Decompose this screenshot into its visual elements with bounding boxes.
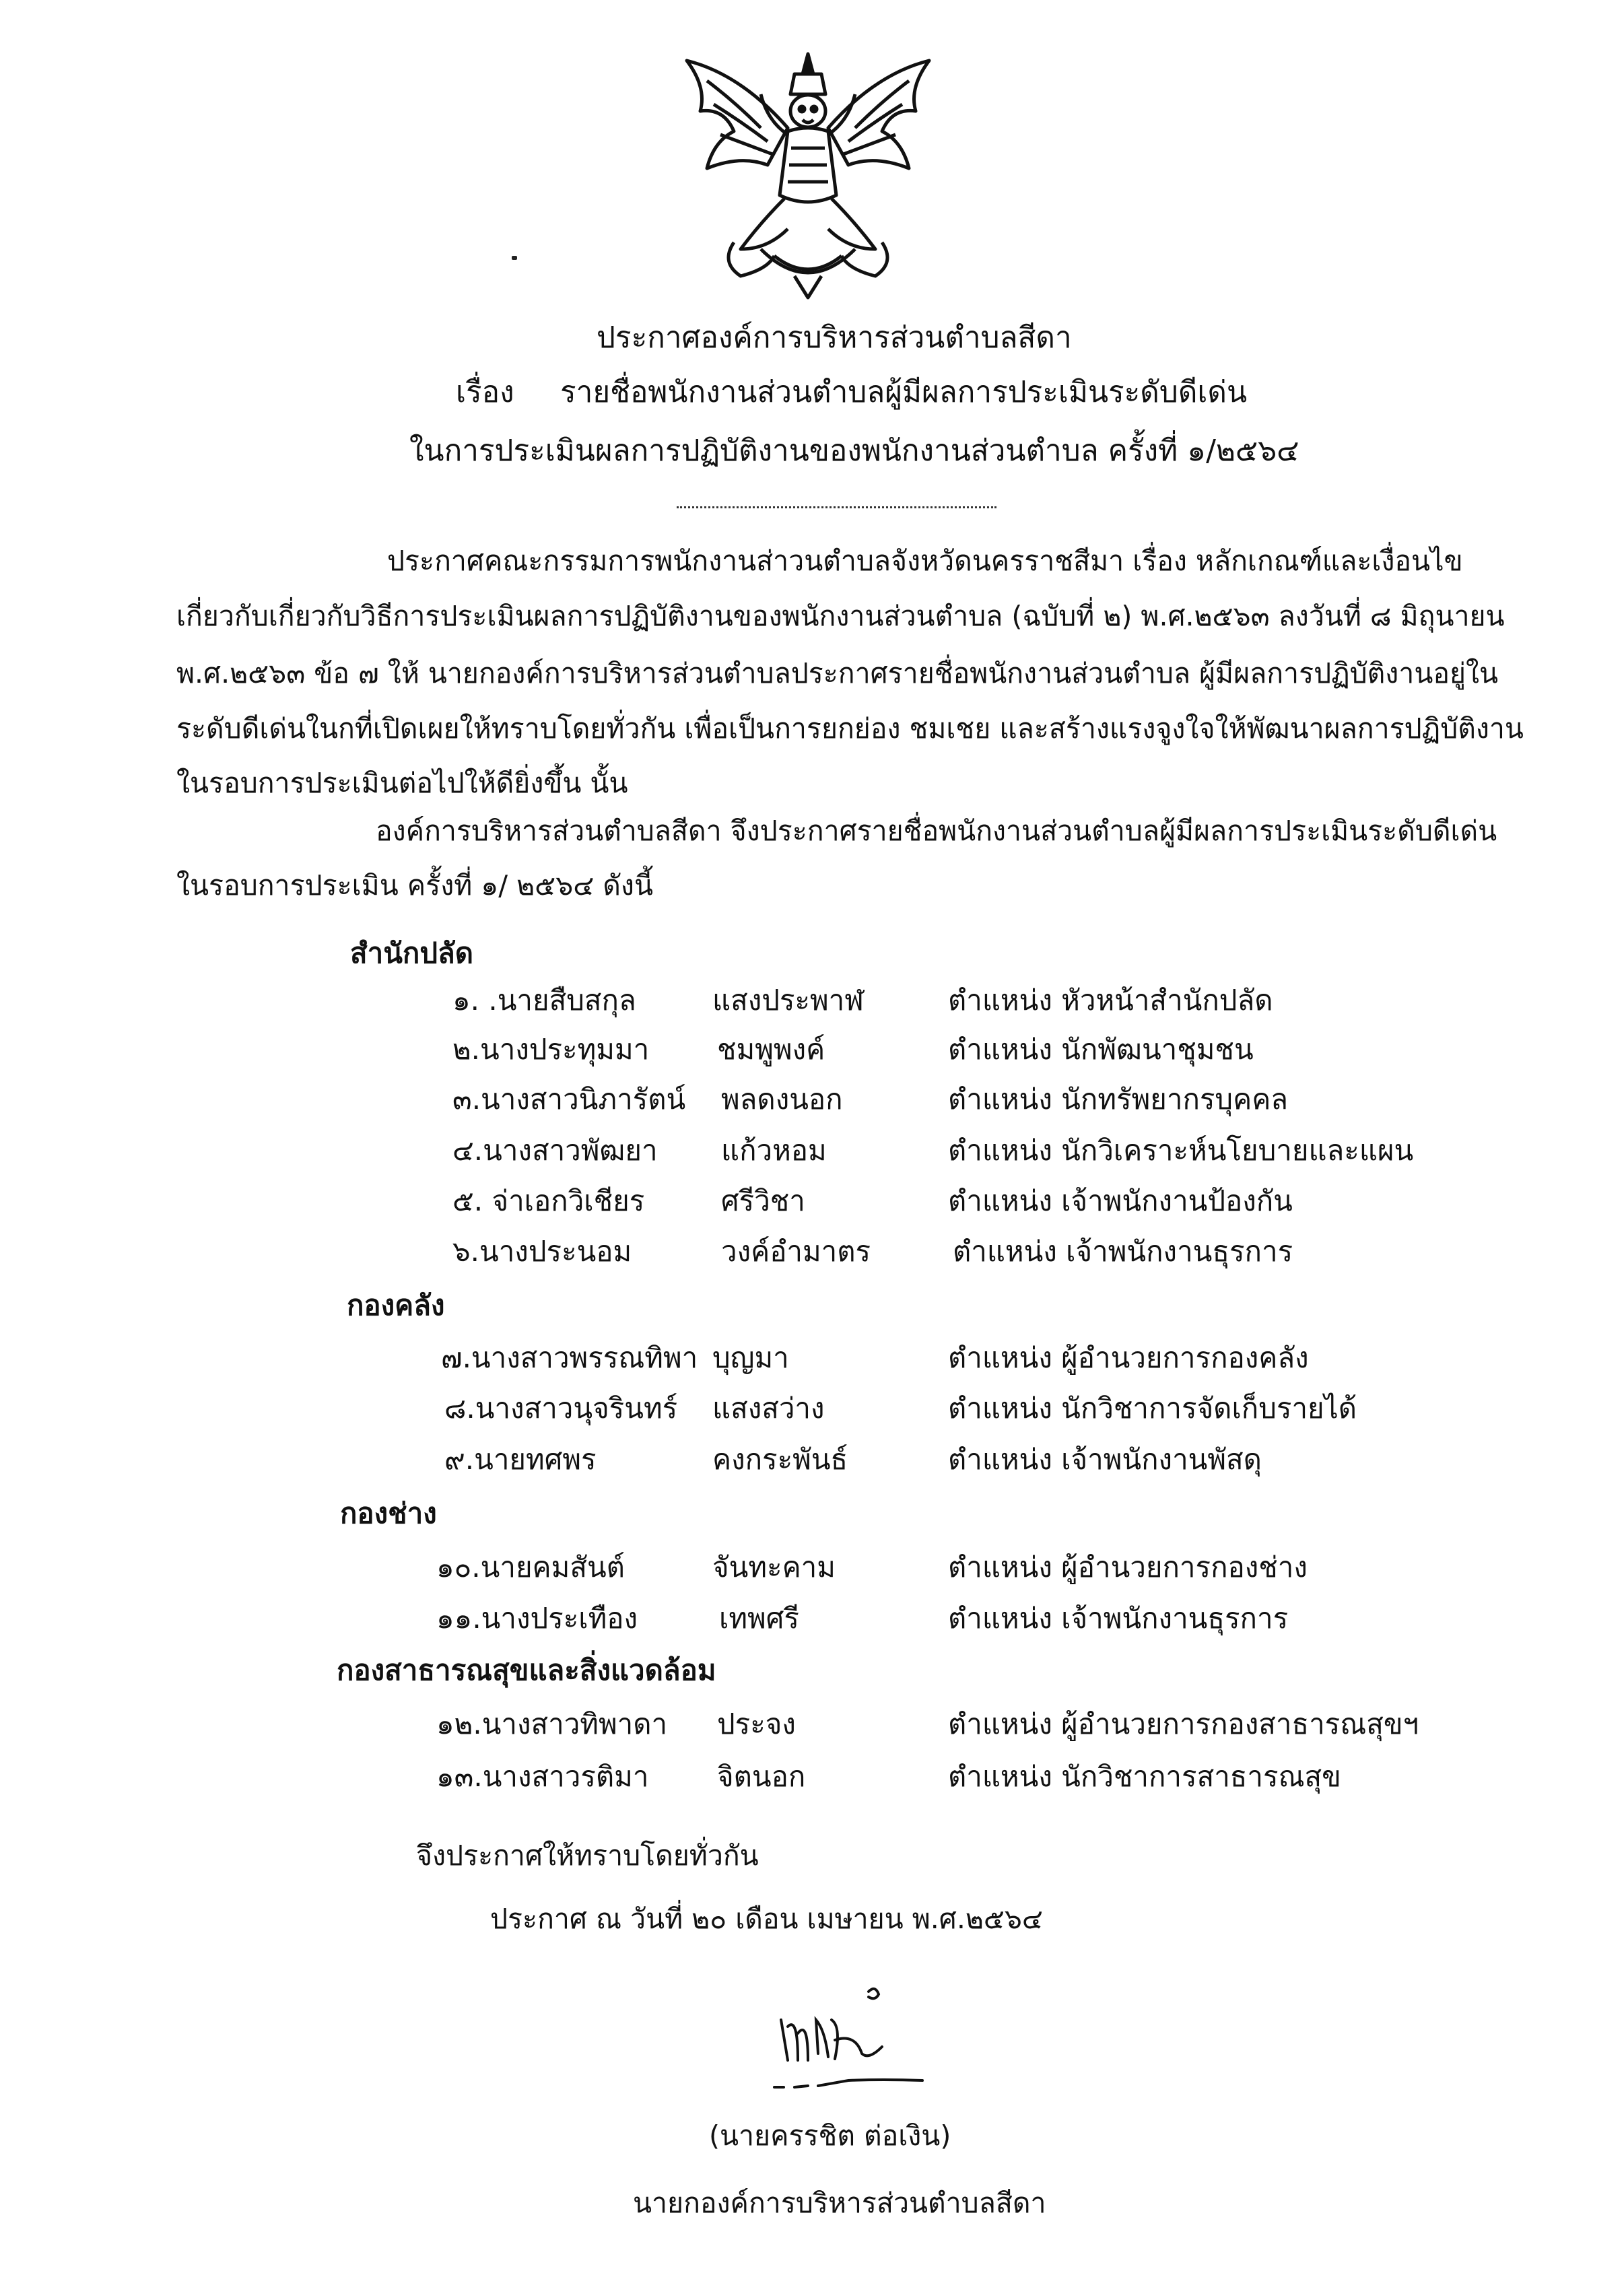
staff-surname: เทพศรี xyxy=(719,1602,799,1635)
staff-position: ตำแหน่ง เจ้าพนักงานธุรการ xyxy=(953,1235,1293,1268)
staff-position: ตำแหน่ง เจ้าพนักงานธุรการ xyxy=(948,1602,1289,1635)
staff-position: ตำแหน่ง เจ้าพนักงานพัสดุ xyxy=(948,1443,1262,1476)
section-title: สำนักปลัด xyxy=(350,937,474,970)
staff-surname: แสงสว่าง xyxy=(712,1392,825,1425)
staff-name: ๓.นางสาวนิภารัตน์ xyxy=(452,1083,686,1116)
staff-surname: ประจง xyxy=(717,1707,796,1740)
issuer-title: ประกาศองค์การบริหารส่วนตำบลสีดา xyxy=(597,320,1072,355)
staff-surname: แก้วหอม xyxy=(721,1134,827,1167)
staff-name: ๑. .นายสืบสกุล xyxy=(452,984,636,1017)
staff-surname: ชมพูพงค์ xyxy=(717,1033,825,1066)
para1-line3: พ.ศ.๒๕๖๓ ข้อ ๗ ให้ นายกองค์การบริหารส่วนตำบลประกาศรายชื่อพนักงานส่วนตำบล ผู้มีผลการปฏิบัติงานอยู่ใน xyxy=(176,657,1499,689)
para1-line5: ในรอบการประเมินต่อไปให้ดียิ่งขึ้น นั้น xyxy=(176,767,628,799)
staff-position: ตำแหน่ง นักพัฒนาชุมชน xyxy=(948,1033,1254,1066)
para1-line1: ประกาศคณะกรรมการพนักงานส่าวนตำบลจังหวัดนครราชสีมา เรื่อง หลักเกณฑ์และเงื่อนไข xyxy=(387,545,1463,577)
signer-title: นายกองค์การบริหารส่วนตำบลสีดา xyxy=(633,2187,1046,2219)
staff-surname: วงค์อำมาตร xyxy=(721,1235,871,1268)
dotted-divider xyxy=(677,506,996,508)
subject-line-2: ในการประเมินผลการปฏิบัติงานของพนักงานส่วนตำบล ครั้งที่ ๑/๒๕๖๔ xyxy=(409,434,1299,468)
announce-line: จึงประกาศให้ทราบโดยทั่วกัน xyxy=(416,1839,759,1872)
staff-name: ๑๓.นางสาวรติมา xyxy=(436,1760,649,1793)
staff-position: ตำแหน่ง ผู้อำนวยการกองสาธารณสุขฯ xyxy=(948,1707,1419,1740)
staff-name: ๗.นางสาวพรรณทิพา xyxy=(441,1341,698,1374)
announce-date: ประกาศ ณ วันที่ ๒๐ เดือน เมษายน พ.ศ.๒๕๖๔ xyxy=(490,1903,1043,1935)
staff-position: ตำแหน่ง นักทรัพยากรบุคคล xyxy=(948,1083,1289,1116)
staff-position: ตำแหน่ง นักวิชาการสาธารณสุข xyxy=(948,1760,1341,1793)
para2-line1: องค์การบริหารส่วนตำบลสีดา จึงประกาศรายชื่อพนักงานส่วนตำบลผู้มีผลการประเมินระดับดีเด่น xyxy=(376,815,1497,847)
staff-name: ๒.นางประทุมมา xyxy=(452,1033,650,1066)
staff-name: ๔.นางสาวพัฒยา xyxy=(452,1134,658,1167)
staff-position: ตำแหน่ง นักวิชาการจัดเก็บรายได้ xyxy=(948,1392,1357,1425)
staff-position: ตำแหน่ง หัวหน้าสำนักปลัด xyxy=(948,984,1273,1017)
staff-surname: คงกระพันธ์ xyxy=(712,1443,848,1476)
para2-line2: ในรอบการประเมิน ครั้งที่ ๑/ ๒๕๖๔ ดังนี้ xyxy=(176,869,653,902)
garuda-emblem-icon xyxy=(660,47,956,303)
subject-label: เรื่อง xyxy=(456,375,514,409)
staff-surname: พลดงนอก xyxy=(721,1083,843,1116)
staff-name: ๑๐.นายคมสันต์ xyxy=(436,1551,625,1584)
subject-title: รายชื่อพนักงานส่วนตำบลผู้มีผลการประเมินระดับดีเด่น xyxy=(560,375,1248,409)
signer-name: (นายครรชิต ต่อเงิน) xyxy=(709,2119,951,2152)
section-title: กองคลัง xyxy=(347,1289,445,1322)
staff-surname: จิตนอก xyxy=(717,1760,806,1793)
staff-name: ๑๒.นางสาวทิพาดา xyxy=(436,1707,668,1740)
staff-name: ๕. จ่าเอกวิเชียร xyxy=(452,1184,645,1217)
staff-surname: แสงประพาฬ xyxy=(712,984,864,1017)
staff-surname: จันทะคาม xyxy=(712,1551,836,1584)
staff-position: ตำแหน่ง นักวิเคราะห์นโยบายและแผน xyxy=(948,1134,1414,1167)
staff-position: ตำแหน่ง ผู้อำนวยการกองคลัง xyxy=(948,1341,1309,1374)
staff-position: ตำแหน่ง เจ้าพนักงานป้องกัน xyxy=(948,1184,1293,1217)
staff-name: ๑๑.นางประเทือง xyxy=(436,1602,638,1635)
para1-line4: ระดับดีเด่นในกที่เปิดเผยให้ทราบโดยทั่วกัน เพื่อเป็นการยกย่อง ชมเชย และสร้างแรงจูงใจให้พัฒนาผลการปฏิบัติงาน xyxy=(176,712,1524,745)
stray-mark xyxy=(512,256,517,260)
staff-name: ๖.นางประนอม xyxy=(452,1235,632,1268)
handwritten-signature xyxy=(768,1979,943,2107)
para1-line2: เกี่ยวกับเกี่ยวกับวิธีการประเมินผลการปฏิบัติงานของพนักงานส่วนตำบล (ฉบับที่ ๒) พ.ศ.๒๕๖๓ ลงวันที่ ๘ มิถุนายน xyxy=(176,600,1505,632)
section-title: กองสาธารณสุขและสิ่งแวดล้อม xyxy=(337,1654,716,1687)
staff-surname: ศรีวิชา xyxy=(721,1184,805,1217)
staff-position: ตำแหน่ง ผู้อำนวยการกองช่าง xyxy=(948,1551,1308,1584)
staff-name: ๙.นายทศพร xyxy=(444,1443,597,1476)
section-title: กองช่าง xyxy=(340,1497,437,1530)
staff-name: ๘.นางสาวนุจรินทร์ xyxy=(444,1392,678,1425)
staff-surname: บุญมา xyxy=(712,1341,789,1374)
